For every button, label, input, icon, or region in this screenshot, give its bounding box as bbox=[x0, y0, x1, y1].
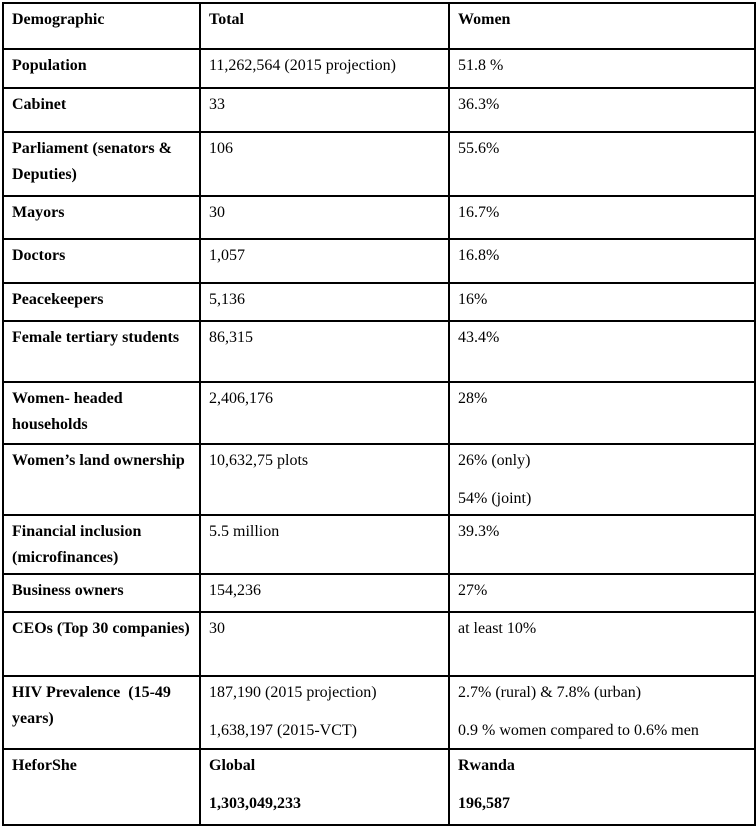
women-cell: 16% bbox=[449, 283, 755, 321]
table-row bbox=[3, 49, 755, 88]
demographic-cell: Women- headed households bbox=[3, 382, 200, 444]
table-row bbox=[3, 283, 755, 321]
women-cell: 28% bbox=[449, 382, 755, 444]
women-cell: 55.6% bbox=[449, 132, 755, 196]
table-row bbox=[3, 88, 755, 132]
demographic-cell: HIV Prevalence (15-49 years) bbox=[3, 676, 200, 749]
total-cell: 10,632,75 plots bbox=[200, 444, 449, 515]
column-header-demographic: Demographic bbox=[3, 3, 200, 49]
table-row bbox=[3, 612, 755, 676]
demographic-cell: Peacekeepers bbox=[3, 283, 200, 321]
table-row bbox=[3, 196, 755, 239]
total-cell: 2,406,176 bbox=[200, 382, 449, 444]
total-cell: 86,315 bbox=[200, 321, 449, 382]
demographic-cell: Business owners bbox=[3, 574, 200, 612]
women-cell: at least 10% bbox=[449, 612, 755, 676]
total-cell: 187,190 (2015 projection) 1,638,197 (2015-VCT) bbox=[200, 676, 449, 749]
demographic-cell: Mayors bbox=[3, 196, 200, 239]
demographic-cell: HeforShe bbox=[3, 749, 200, 825]
women-cell: 2.7% (rural) & 7.8% (urban) 0.9 % women compared to 0.6% men bbox=[449, 676, 755, 749]
demographic-cell: Cabinet bbox=[3, 88, 200, 132]
total-cell: 33 bbox=[200, 88, 449, 132]
table-row bbox=[3, 321, 755, 382]
column-header-total: Total bbox=[200, 3, 449, 49]
table-row bbox=[3, 444, 755, 515]
women-cell: 16.7% bbox=[449, 196, 755, 239]
table-row bbox=[3, 515, 755, 574]
women-cell: 36.3% bbox=[449, 88, 755, 132]
table-row bbox=[3, 132, 755, 196]
demographics-table bbox=[2, 2, 756, 826]
women-cell: 26% (only) 54% (joint) bbox=[449, 444, 755, 515]
women-cell: Rwanda 196,587 bbox=[449, 749, 755, 825]
total-cell: 106 bbox=[200, 132, 449, 196]
total-cell: 5,136 bbox=[200, 283, 449, 321]
demographic-cell: Parliament (senators & Deputies) bbox=[3, 132, 200, 196]
table-header-row bbox=[3, 3, 755, 49]
women-cell: 51.8 % bbox=[449, 49, 755, 88]
demographic-cell: Female tertiary students bbox=[3, 321, 200, 382]
demographic-cell: Population bbox=[3, 49, 200, 88]
column-header-women: Women bbox=[449, 3, 755, 49]
total-cell: 1,057 bbox=[200, 239, 449, 283]
total-cell: 5.5 million bbox=[200, 515, 449, 574]
table-row bbox=[3, 574, 755, 612]
women-cell: 43.4% bbox=[449, 321, 755, 382]
women-cell: 39.3% bbox=[449, 515, 755, 574]
total-cell: 154,236 bbox=[200, 574, 449, 612]
demographic-cell: CEOs (Top 30 companies) bbox=[3, 612, 200, 676]
demographic-cell: Women’s land ownership bbox=[3, 444, 200, 515]
total-cell: 11,262,564 (2015 projection) bbox=[200, 49, 449, 88]
total-cell: 30 bbox=[200, 612, 449, 676]
table-row bbox=[3, 749, 755, 825]
demographic-cell: Financial inclusion (microfinances) bbox=[3, 515, 200, 574]
table-row bbox=[3, 676, 755, 749]
total-cell: 30 bbox=[200, 196, 449, 239]
table-row bbox=[3, 382, 755, 444]
table-row bbox=[3, 239, 755, 283]
demographic-cell: Doctors bbox=[3, 239, 200, 283]
total-cell: Global 1,303,049,233 bbox=[200, 749, 449, 825]
women-cell: 16.8% bbox=[449, 239, 755, 283]
women-cell: 27% bbox=[449, 574, 755, 612]
